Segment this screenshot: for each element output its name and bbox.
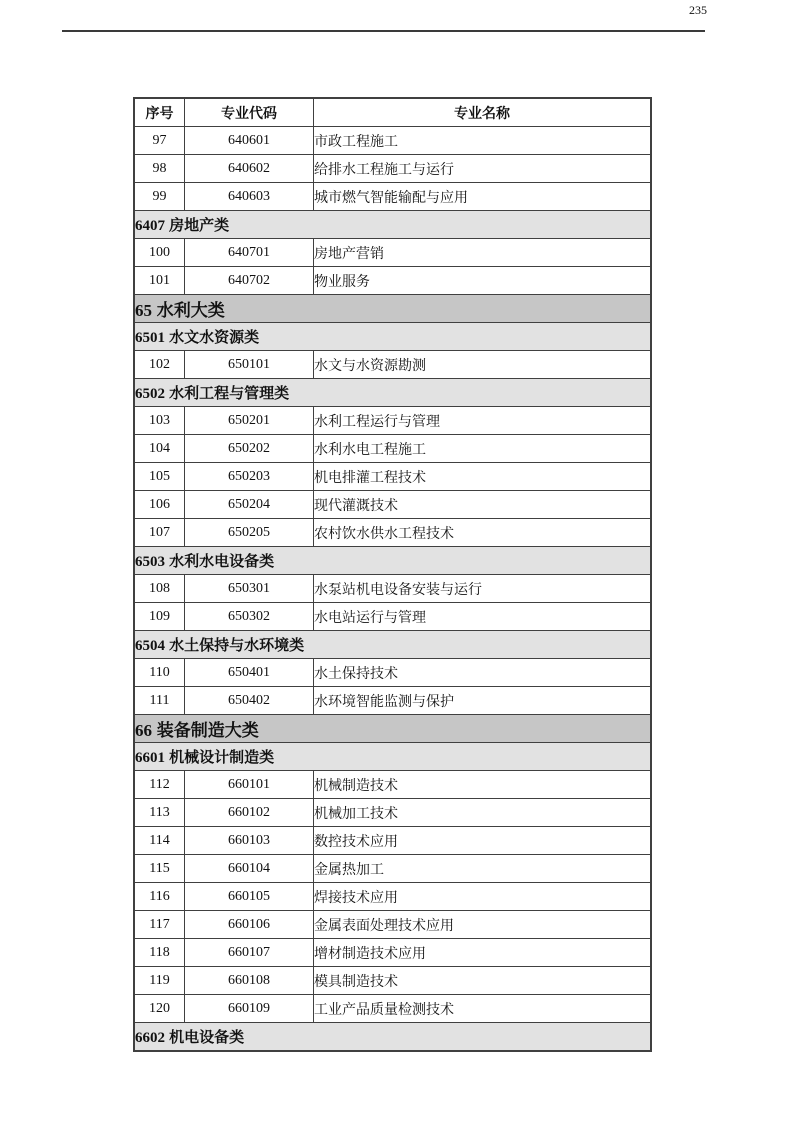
section-code: 6502 [135,386,165,402]
cell-name: 机械制造技术 [314,771,652,799]
page-number: 235 [689,3,707,17]
cell-code: 660103 [185,827,314,855]
table-row [134,659,651,687]
cell-name: 物业服务 [314,267,652,295]
cell-no: 107 [134,519,185,547]
cell-no: 105 [134,463,185,491]
section-name: 房地产类 [165,217,230,234]
cell-name: 增材制造技术应用 [314,939,652,967]
section-name: 水文水资源类 [165,329,260,346]
cell-code: 650202 [185,435,314,463]
cell-name: 市政工程施工 [314,127,652,155]
cell-code: 650205 [185,519,314,547]
section-name: 机电设备类 [165,1029,245,1046]
header-rule [62,30,705,32]
table-row [134,155,651,183]
cell-code: 660102 [185,799,314,827]
cell-name: 工业产品质量检测技术 [314,995,652,1023]
cell-code: 640601 [185,127,314,155]
cell-code: 660106 [185,911,314,939]
cell-no: 101 [134,267,185,295]
majors-table [133,97,652,1052]
cell-no: 112 [134,771,185,799]
cell-code: 650101 [185,351,314,379]
cell-no: 104 [134,435,185,463]
header-row [134,98,651,127]
cell-code: 650401 [185,659,314,687]
cell-code: 660101 [185,771,314,799]
table-row [134,799,651,827]
cell-code: 640603 [185,183,314,211]
table-row [134,435,651,463]
cell-name: 水泵站机电设备安装与运行 [314,575,652,603]
cell-no: 98 [134,155,185,183]
cell-name: 水土保持技术 [314,659,652,687]
table-row [134,239,651,267]
cell-name: 水电站运行与管理 [314,603,652,631]
table-row [134,771,651,799]
table-row [134,267,651,295]
table-row [134,127,651,155]
cell-name: 数控技术应用 [314,827,652,855]
section-code: 6407 [135,218,165,234]
cell-name: 焊接技术应用 [314,883,652,911]
cell-no: 102 [134,351,185,379]
cell-name: 模具制造技术 [314,967,652,995]
cell-no: 108 [134,575,185,603]
cell-code: 660108 [185,967,314,995]
subcategory-row [134,631,651,659]
table-row [134,855,651,883]
cell-code: 650301 [185,575,314,603]
cell-code: 660104 [185,855,314,883]
cell-no: 100 [134,239,185,267]
table-row [134,967,651,995]
cell-name: 城市燃气智能输配与应用 [314,183,652,211]
cell-name: 水环境智能监测与保护 [314,687,652,715]
cell-code: 660105 [185,883,314,911]
section-code: 6602 [135,1030,165,1046]
category-row [134,715,651,743]
subcategory-row [134,743,651,771]
cell-name: 水利工程运行与管理 [314,407,652,435]
cell-code: 640602 [185,155,314,183]
cell-code: 650402 [185,687,314,715]
cell-no: 114 [134,827,185,855]
section-name: 水利工程与管理类 [165,385,290,402]
cell-no: 119 [134,967,185,995]
cell-no: 118 [134,939,185,967]
subcategory-cell [134,547,651,575]
cell-no: 97 [134,127,185,155]
subcategory-cell [134,631,651,659]
table-row [134,995,651,1023]
category-cell [134,295,651,323]
cell-no: 113 [134,799,185,827]
cell-code: 660107 [185,939,314,967]
table-row [134,491,651,519]
cell-no: 99 [134,183,185,211]
subcategory-row [134,323,651,351]
section-code: 6504 [135,638,165,654]
section-name: 水利大类 [152,301,225,320]
category-row [134,295,651,323]
header-cell-no: 序号 [134,98,185,127]
section-code: 6503 [135,554,165,570]
cell-name: 房地产营销 [314,239,652,267]
table-row [134,827,651,855]
table-body [134,127,651,1052]
table-row [134,883,651,911]
cell-code: 650204 [185,491,314,519]
subcategory-cell [134,743,651,771]
section-code: 66 [135,721,152,740]
cell-no: 117 [134,911,185,939]
cell-no: 103 [134,407,185,435]
subcategory-cell [134,1023,651,1052]
cell-name: 金属热加工 [314,855,652,883]
cell-no: 111 [134,687,185,715]
cell-name: 农村饮水供水工程技术 [314,519,652,547]
cell-name: 水文与水资源勘测 [314,351,652,379]
subcategory-row [134,379,651,407]
table-row [134,351,651,379]
cell-name: 水利水电工程施工 [314,435,652,463]
cell-no: 120 [134,995,185,1023]
table-row [134,687,651,715]
cell-code: 650203 [185,463,314,491]
subcategory-cell [134,323,651,351]
cell-no: 110 [134,659,185,687]
cell-code: 640701 [185,239,314,267]
section-code: 6501 [135,330,165,346]
cell-name: 机械加工技术 [314,799,652,827]
cell-code: 660109 [185,995,314,1023]
cell-no: 109 [134,603,185,631]
section-name: 水利水电设备类 [165,553,275,570]
table-row [134,407,651,435]
cell-no: 106 [134,491,185,519]
cell-name: 金属表面处理技术应用 [314,911,652,939]
subcategory-row [134,211,651,239]
section-name: 水土保持与水环境类 [165,637,305,654]
cell-no: 115 [134,855,185,883]
table-row [134,183,651,211]
table-row [134,911,651,939]
subcategory-cell [134,211,651,239]
category-cell [134,715,651,743]
table-header [134,98,651,127]
section-name: 机械设计制造类 [165,749,275,766]
section-name: 装备制造大类 [152,721,259,740]
table-row [134,575,651,603]
cell-name: 机电排灌工程技术 [314,463,652,491]
cell-name: 给排水工程施工与运行 [314,155,652,183]
table-row [134,519,651,547]
header-cell-code: 专业代码 [185,98,314,127]
table-row [134,463,651,491]
cell-name: 现代灌溉技术 [314,491,652,519]
section-code: 6601 [135,750,165,766]
cell-code: 640702 [185,267,314,295]
subcategory-row [134,1023,651,1052]
cell-code: 650302 [185,603,314,631]
subcategory-cell [134,379,651,407]
table-row [134,939,651,967]
cell-no: 116 [134,883,185,911]
section-code: 65 [135,301,152,320]
cell-code: 650201 [185,407,314,435]
header-cell-name: 专业名称 [314,98,652,127]
table-row [134,603,651,631]
subcategory-row [134,547,651,575]
